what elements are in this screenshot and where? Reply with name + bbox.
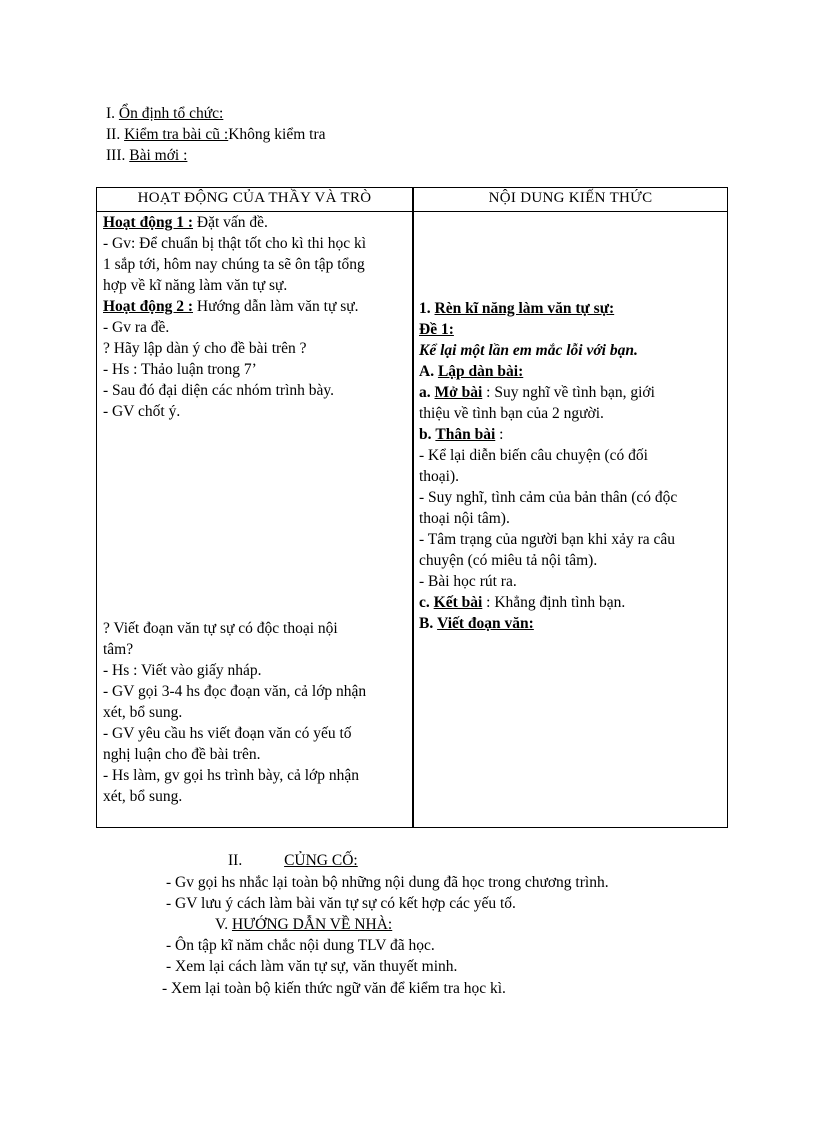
section-iii-heading bbox=[106, 146, 187, 166]
left-line: - Hs : Viết vào giấy nháp. bbox=[103, 662, 262, 679]
heading-1-title: Rèn kĩ năng làm văn tự sự: bbox=[434, 300, 615, 317]
section-iii-number: III. bbox=[106, 147, 126, 164]
body-text: : bbox=[495, 426, 504, 443]
left-line: - Gv ra đề. bbox=[103, 319, 170, 336]
activity-2-label: Hoạt động 2 : bbox=[103, 298, 193, 315]
left-line: - Hs : Thảo luận trong 7’ bbox=[103, 361, 257, 378]
conclusion-text: : Khẳng định tình bạn. bbox=[482, 594, 626, 611]
section-iii-title: Bài mới : bbox=[129, 147, 188, 164]
homework-item: - Xem lại toàn bộ kiến thức ngữ văn để kiểm tra học kì. bbox=[162, 980, 506, 997]
left-line: 1 sắp tới, hôm nay chúng ta sẽ ôn tập tổng bbox=[103, 256, 365, 273]
body-title: Thân bài bbox=[435, 426, 496, 443]
consolidation-heading bbox=[228, 851, 358, 871]
header-knowledge-content: NỘI DUNG KIẾN THỨC bbox=[488, 190, 653, 206]
homework-item: - Xem lại cách làm văn tự sự, văn thuyết minh. bbox=[166, 958, 458, 975]
conclusion-title: Kết bài bbox=[433, 594, 483, 611]
left-line: hợp về kĩ năng làm văn tự sự. bbox=[103, 277, 288, 294]
opening-line bbox=[419, 382, 655, 403]
left-line: ? Viết đoạn văn tự sự có độc thoại nội bbox=[103, 620, 338, 637]
header-teacher-activity: HOẠT ĐỘNG CỦA THẦY VÀ TRÒ bbox=[137, 190, 372, 206]
left-line: - GV gọi 3-4 hs đọc đoạn văn, cả lớp nhận bbox=[103, 683, 367, 700]
left-line: - GV yêu cầu hs viết đoạn văn có yếu tố bbox=[103, 725, 352, 742]
topic-text: Kể lại một lần em mắc lỗi với bạn. bbox=[419, 342, 638, 359]
right-line: thoại). bbox=[419, 468, 460, 485]
outline-number: A. bbox=[419, 363, 435, 380]
outline-heading bbox=[419, 361, 523, 382]
left-line: - Gv: Để chuẩn bị thật tốt cho kì thi học kì bbox=[103, 235, 367, 252]
activity-1-text: Đặt vấn đề. bbox=[193, 214, 268, 231]
right-line: - Suy nghĩ, tình cảm của bản thân (có độc bbox=[419, 489, 678, 506]
column-divider bbox=[412, 188, 414, 827]
section-ii-text: Không kiểm tra bbox=[228, 126, 326, 143]
right-heading-1 bbox=[419, 298, 614, 319]
body-heading bbox=[419, 424, 503, 445]
left-line: ? Hãy lập dàn ý cho đề bài trên ? bbox=[103, 340, 307, 357]
homework-title: HƯỚNG DẪN VỀ NHÀ: bbox=[231, 916, 393, 933]
opening-text: : Suy nghĩ về tình bạn, giới bbox=[482, 384, 655, 401]
opening-title: Mở bài bbox=[434, 384, 483, 401]
section-i-heading bbox=[106, 104, 223, 124]
outline-title: Lập dàn bài: bbox=[437, 363, 524, 380]
left-line: tâm? bbox=[103, 641, 134, 658]
homework-heading bbox=[215, 915, 392, 935]
homework-item: - Ôn tập kĩ năm chắc nội dung TLV đã học. bbox=[166, 937, 435, 954]
right-line: - Tâm trạng của người bạn khi xảy ra câu bbox=[419, 531, 676, 548]
consolidation-title: CỦNG CỐ: bbox=[284, 852, 358, 869]
section-i-title: Ổn định tổ chức: bbox=[118, 105, 224, 122]
conclusion-number: c. bbox=[419, 594, 430, 611]
activity-2-text: Hướng dẫn làm văn tự sự. bbox=[193, 298, 359, 315]
body-number: b. bbox=[419, 426, 432, 443]
activity-1-label: Hoạt động 1 : bbox=[103, 214, 193, 231]
heading-1-number: 1. bbox=[419, 300, 431, 317]
section-i-number: I. bbox=[106, 105, 116, 122]
section-ii-title: Kiểm tra bài cũ : bbox=[124, 126, 229, 143]
opening-number: a. bbox=[419, 384, 431, 401]
homework-number: V. bbox=[215, 916, 229, 933]
consolidation-item: - Gv gọi hs nhắc lại toàn bộ những nội dung đã học trong chương trình. bbox=[166, 874, 609, 891]
right-line: chuyện (có miêu tả nội tâm). bbox=[419, 552, 598, 569]
left-line: nghị luận cho đề bài trên. bbox=[103, 746, 261, 763]
left-line: - Sau đó đại diện các nhóm trình bày. bbox=[103, 382, 335, 399]
left-line: xét, bổ sung. bbox=[103, 788, 183, 805]
right-line: thiệu về tình bạn của 2 người. bbox=[419, 405, 604, 422]
left-line: xét, bổ sung. bbox=[103, 704, 183, 721]
activity-2 bbox=[103, 296, 359, 317]
topic-label: Đề 1: bbox=[419, 321, 454, 338]
right-line: - Bài học rút ra. bbox=[419, 573, 517, 590]
section-ii-number: II. bbox=[106, 126, 121, 143]
conclusion-line bbox=[419, 592, 625, 613]
consolidation-item: - GV lưu ý cách làm bài văn tự sự có kết hợp các yếu tố. bbox=[166, 895, 516, 912]
lesson-table bbox=[96, 187, 728, 828]
right-line: thoại nội tâm). bbox=[419, 510, 510, 527]
right-line: - Kể lại diễn biến câu chuyện (có đối bbox=[419, 447, 648, 464]
write-paragraph-heading bbox=[419, 613, 534, 634]
activity-1 bbox=[103, 212, 268, 233]
write-title: Viết đoạn văn: bbox=[437, 615, 534, 632]
left-line: - Hs làm, gv gọi hs trình bày, cả lớp nhận bbox=[103, 767, 360, 784]
section-ii-heading bbox=[106, 125, 326, 145]
consolidation-number: II. bbox=[228, 852, 243, 869]
write-number: B. bbox=[419, 615, 434, 632]
left-line: - GV chốt ý. bbox=[103, 403, 181, 420]
